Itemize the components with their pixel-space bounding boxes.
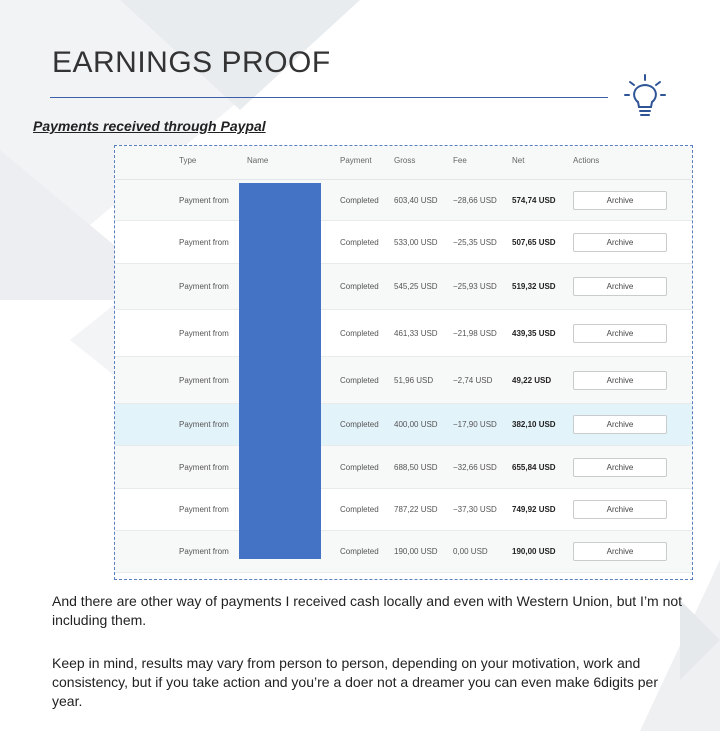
- archive-button[interactable]: Archive: [573, 191, 667, 210]
- cell-type: Payment from: [179, 420, 229, 429]
- section-subtitle: Payments received through Paypal: [33, 118, 266, 134]
- cell-fee: −25,35 USD: [453, 238, 497, 247]
- col-gross-header: Gross: [394, 156, 416, 165]
- archive-button[interactable]: Archive: [573, 277, 667, 296]
- cell-type: Payment from: [179, 282, 229, 291]
- cell-fee: −2,74 USD: [453, 376, 493, 385]
- col-type-header: Type: [179, 156, 197, 165]
- cell-gross: 400,00 USD: [394, 420, 438, 429]
- cell-type: Payment from: [179, 376, 229, 385]
- cell-fee: −37,30 USD: [453, 505, 497, 514]
- cell-net: 574,74 USD: [512, 196, 556, 205]
- archive-button[interactable]: Archive: [573, 371, 667, 390]
- table-row: [115, 531, 692, 573]
- cell-net: 519,32 USD: [512, 282, 556, 291]
- cell-fee: −28,66 USD: [453, 196, 497, 205]
- paragraph-disclaimer: Keep in mind, results may vary from person to person, depending on your motivation, work and consistency, but if you take action and you’re a doer not a dreamer you can even make 6digits per year.: [52, 655, 658, 709]
- table-row: [115, 264, 692, 310]
- cell-type: Payment from: [179, 329, 229, 338]
- table-row: [115, 180, 692, 221]
- cell-gross: 545,25 USD: [394, 282, 438, 291]
- cell-net: 190,00 USD: [512, 547, 556, 556]
- cell-fee: −21,98 USD: [453, 329, 497, 338]
- cell-gross: 51,96 USD: [394, 376, 434, 385]
- col-actions-header: Actions: [573, 156, 600, 165]
- table-row: [115, 446, 692, 489]
- cell-gross: 688,50 USD: [394, 463, 438, 472]
- archive-button[interactable]: Archive: [573, 324, 667, 343]
- cell-type: Payment from: [179, 547, 229, 556]
- cell-status: Completed: [340, 505, 379, 514]
- cell-status: Completed: [340, 376, 379, 385]
- col-net-header: Net: [512, 156, 525, 165]
- cell-status: Completed: [340, 420, 379, 429]
- cell-status: Completed: [340, 282, 379, 291]
- archive-button[interactable]: Archive: [573, 458, 667, 477]
- page-title: EARNINGS PROOF: [52, 46, 331, 79]
- cell-net: 749,92 USD: [512, 505, 556, 514]
- cell-net: 507,65 USD: [512, 238, 556, 247]
- cell-gross: 787,22 USD: [394, 505, 438, 514]
- cell-status: Completed: [340, 329, 379, 338]
- cell-type: Payment from: [179, 196, 229, 205]
- cell-fee: −17,90 USD: [453, 420, 497, 429]
- title-divider: [50, 97, 608, 98]
- col-name-header: Name: [247, 156, 269, 165]
- archive-button[interactable]: Archive: [573, 542, 667, 561]
- cell-net: 382,10 USD: [512, 420, 556, 429]
- cell-net: 439,35 USD: [512, 329, 556, 338]
- archive-button[interactable]: Archive: [573, 415, 667, 434]
- cell-fee: −32,66 USD: [453, 463, 497, 472]
- archive-button[interactable]: Archive: [573, 500, 667, 519]
- cell-fee: 0,00 USD: [453, 547, 488, 556]
- table-header: [115, 146, 692, 180]
- cell-type: Payment from: [179, 463, 229, 472]
- cell-status: Completed: [340, 463, 379, 472]
- cell-status: Completed: [340, 547, 379, 556]
- payments-table: [114, 145, 693, 580]
- table-row: [115, 489, 692, 531]
- cell-gross: 533,00 USD: [394, 238, 438, 247]
- table-row: [115, 221, 692, 264]
- cell-gross: 461,33 USD: [394, 329, 438, 338]
- paragraph-other-payments: And there are other way of payments I received cash locally and even with Western Union, but I’m not including them.: [52, 593, 683, 628]
- table-row: [115, 404, 692, 446]
- cell-fee: −25,93 USD: [453, 282, 497, 291]
- cell-gross: 190,00 USD: [394, 547, 438, 556]
- cell-gross: 603,40 USD: [394, 196, 438, 205]
- cell-net: 655,84 USD: [512, 463, 556, 472]
- archive-button[interactable]: Archive: [573, 233, 667, 252]
- name-redaction: [239, 183, 321, 559]
- lightbulb-icon: [622, 72, 668, 120]
- cell-type: Payment from: [179, 238, 229, 247]
- col-payment-header: Payment: [340, 156, 372, 165]
- col-fee-header: Fee: [453, 156, 467, 165]
- cell-type: Payment from: [179, 505, 229, 514]
- cell-status: Completed: [340, 196, 379, 205]
- table-row: [115, 357, 692, 404]
- table-row: [115, 310, 692, 357]
- cell-status: Completed: [340, 238, 379, 247]
- cell-net: 49,22 USD: [512, 376, 552, 385]
